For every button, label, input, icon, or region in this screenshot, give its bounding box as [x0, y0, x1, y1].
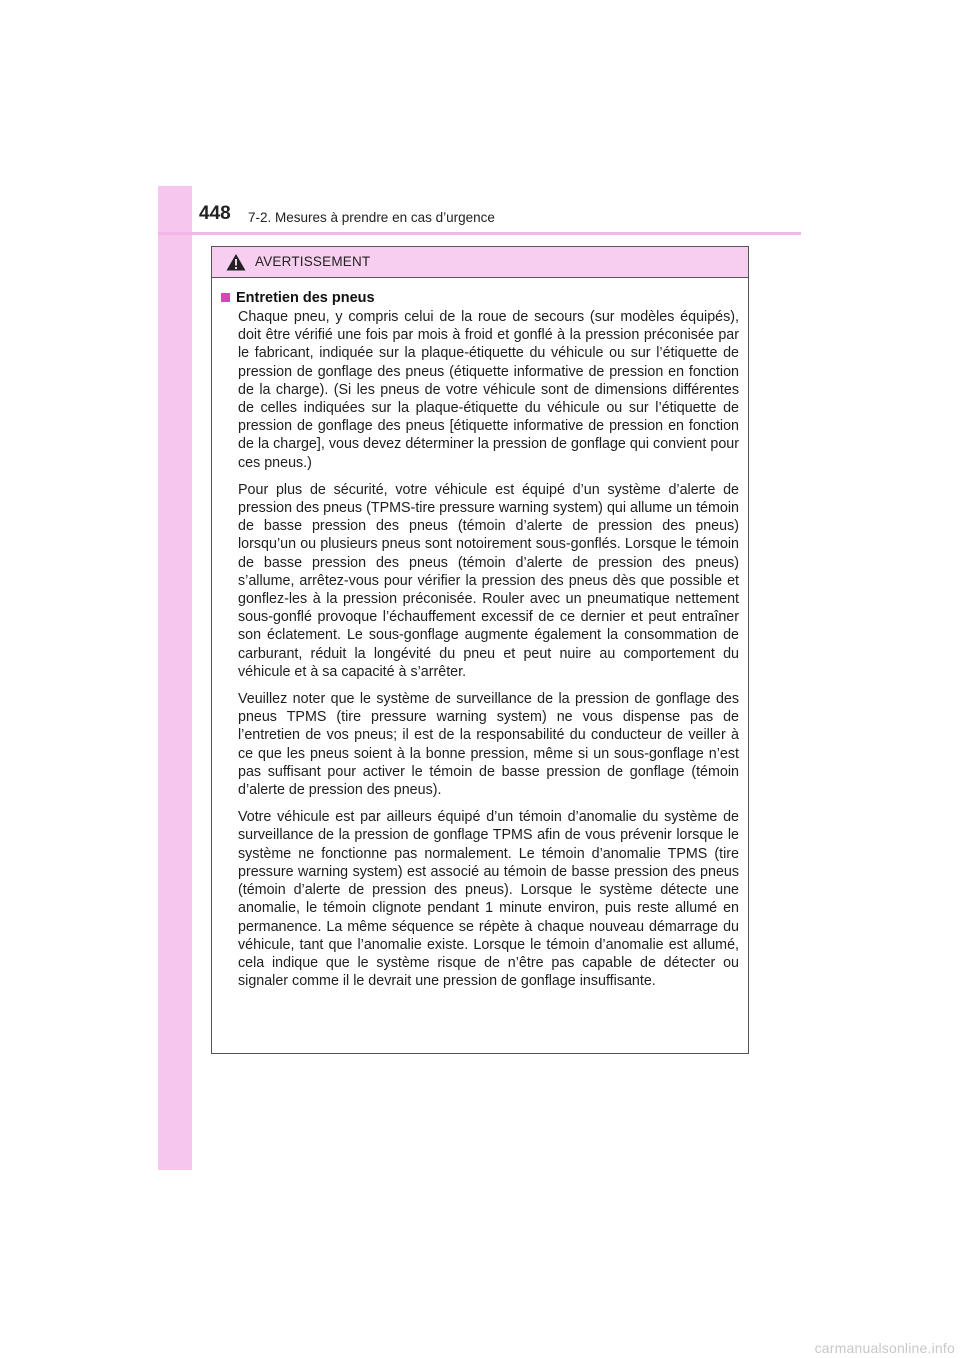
page-number: 448: [199, 203, 231, 224]
paragraph-2: Pour plus de sécurité, votre véhicule est équipé d’un système d’alerte de pression des pneus (TPMS-tire pressure warning system) qui allume un témoin de basse pression des pneus (témoin d’alerte de pression des pneus) lorsqu’un ou plusieurs pneus sont notoirement sous-gonflés. Lorsque le témoin de basse pression des pneus (témoin d’alerte de pression des pneus) s’allume, arrêtez-vous pour vérifier la pression des pneus dès que possible et gonflez-les à la pression préconisée. Rouler avec un pneumatique nettement sous-gonflé provoque l’échauffement excessif de ce dernier et peut entraîner son éclatement. Le sous-gonflage augmente également la consommation de carburant, réduit la longévité du pneu et peut nuire au comportement du véhicule et à sa capacité à s’arrêter.: [238, 481, 739, 680]
warning-label: AVERTISSEMENT: [255, 254, 371, 269]
subheading-text: Entretien des pneus: [236, 289, 375, 306]
header-rule: [158, 232, 801, 235]
subheading: [221, 288, 739, 307]
bullet-square-icon: [221, 293, 230, 302]
paragraph-3: Veuillez noter que le système de surveillance de la pression de gonflage des pneus TPMS (tire pressure warning system) ne vous dispense pas de l’entretien de vos pneus; il est de la responsabilité du conducteur de veiller à ce que les pneus soient à la bonne pression, même si un sous-gonflage n’est pas suffisant pour activer le témoin de basse pression de gonflage (témoin d’alerte de pression des pneus).: [238, 691, 739, 799]
warning-content: [212, 278, 748, 990]
warning-box: [211, 246, 749, 1054]
paragraph-4: Votre véhicule est par ailleurs équipé d’un témoin d’anomalie du système de surveillance de la pression de gonflage TPMS afin de vous prévenir lorsque le système ne fonctionne pas normalement. Le témoin d’anomalie TPMS (tire pressure warning system) est associé au témoin de basse pression des pneus (témoin d’alerte de pression des pneus). Lorsque le système détecte une anomalie, le témoin clignote pendant 1 minute environ, puis reste allumé en permanence. La même séquence se répète à chaque nouveau démarrage du véhicule, tant que l’anomalie existe. Lorsque le témoin d’anomalie est allumé, cela indique que le système risque de n’être pas capable de détecter ou signaler comme il le devrait une pression de gonflage insuffisante.: [238, 809, 739, 990]
watermark-text: carmanualsonline.info: [814, 1340, 955, 1356]
section-title: 7-2. Mesures à prendre en cas d’urgence: [248, 210, 495, 225]
warning-triangle-icon: [226, 253, 246, 271]
side-color-band: [158, 186, 192, 1170]
paragraph-1: Chaque pneu, y compris celui de la roue de secours (sur modèles équipés), doit être vérifié une fois par mois à froid et gonflé à la pression préconisée par le fabricant, indiquée sur la plaque-étiquette du véhicule ou sur l’étiquette de pression de gonflage des pneus (étiquette informative de pression en fonction de la charge). (Si les pneus de votre véhicule sont de dimensions différentes de celles indiquées sur la plaque-étiquette du véhicule ou sur l’étiquette de pression de gonflage des pneus [étiquette informative de pression en fonction de la charge], vous devez déterminer la pression de gonflage qui convient pour ces pneus.): [238, 309, 739, 471]
warning-header: [212, 247, 748, 278]
